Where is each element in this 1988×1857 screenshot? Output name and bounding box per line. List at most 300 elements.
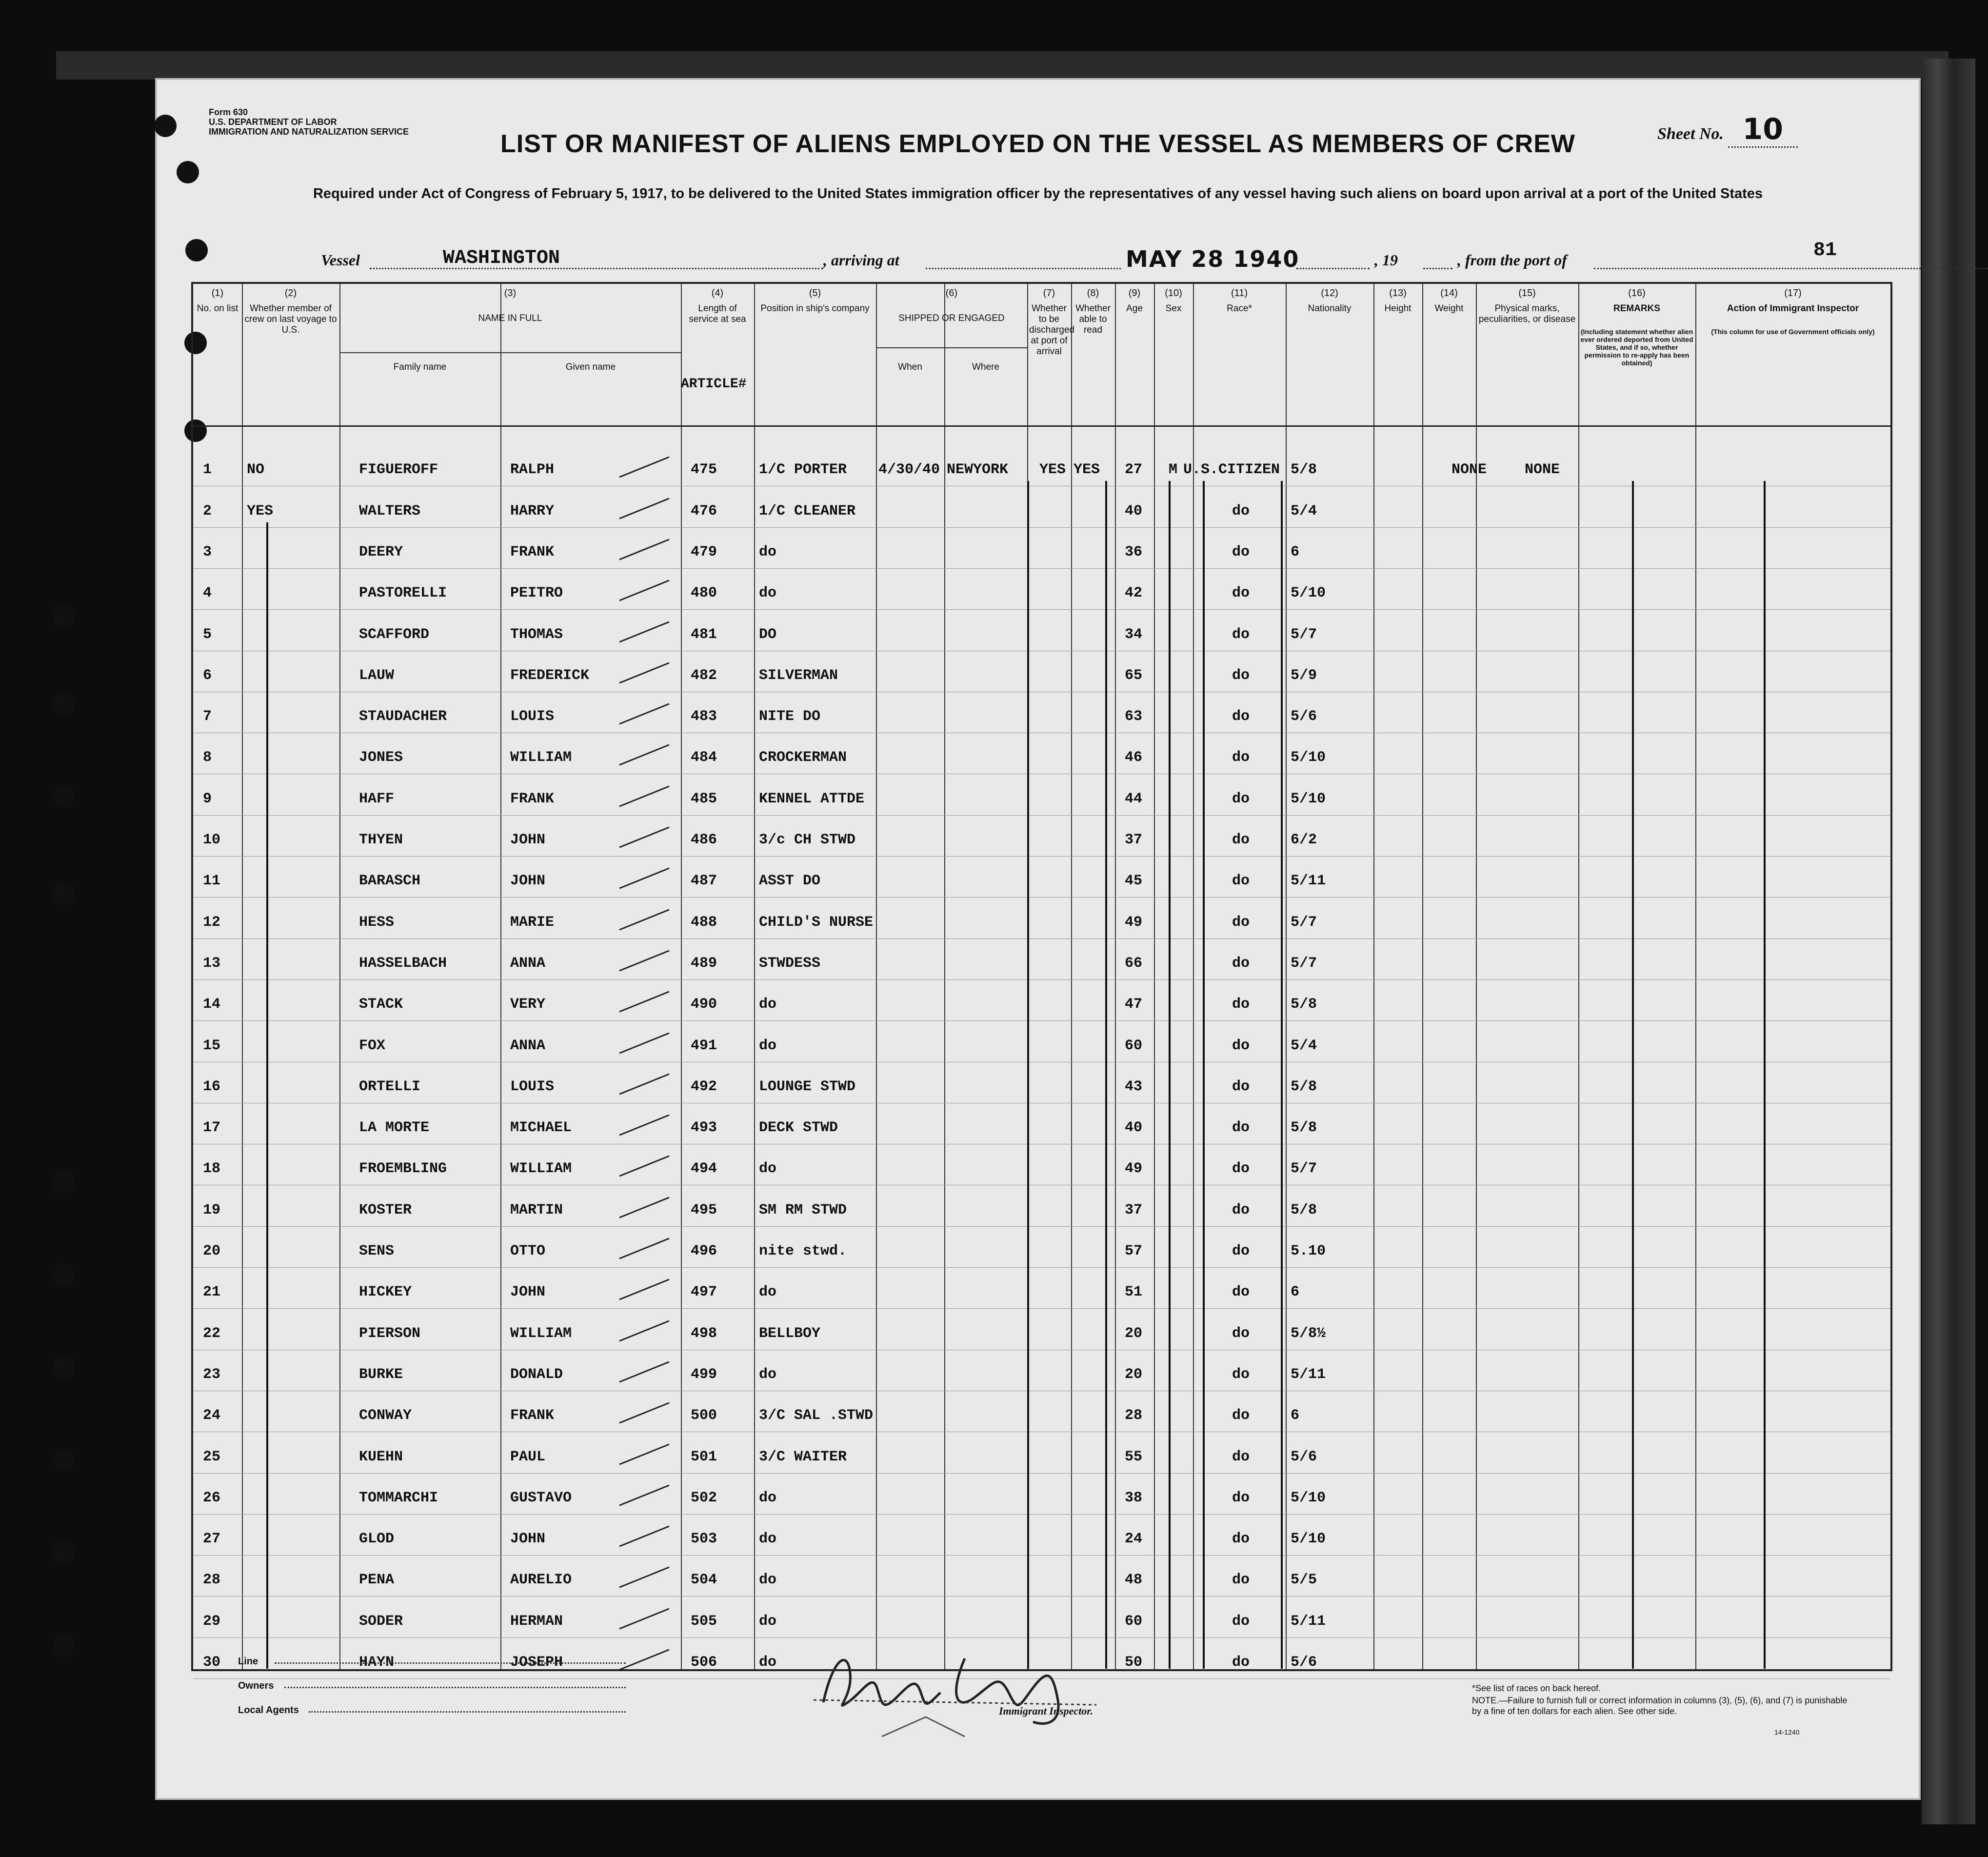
owners-label: Owners	[238, 1680, 274, 1691]
column-subheader: Where	[972, 362, 999, 372]
cell-family: SCAFFORD	[359, 626, 430, 643]
cell-position: do	[759, 1654, 777, 1671]
row-divider	[193, 1555, 1890, 1556]
cell-position: BELLBOY	[759, 1325, 821, 1342]
punch-hole	[53, 1171, 75, 1193]
cell-service: 476	[691, 502, 717, 519]
cell-height: 5/10	[1291, 585, 1326, 602]
column-divider	[681, 284, 682, 1669]
cell-age: 27	[1125, 461, 1143, 479]
punch-hole	[177, 161, 199, 183]
column-header: Race*	[1227, 303, 1252, 314]
sheet-number-value: 10	[1728, 112, 1798, 148]
form-service: IMMIGRATION AND NATURALIZATION SERVICE	[209, 127, 409, 137]
cell-age: 20	[1125, 1325, 1143, 1342]
print-code: 14-1240	[1774, 1728, 1800, 1736]
column-header: Action of Immigrant Inspector	[1727, 303, 1859, 314]
ditto-line	[1764, 481, 1766, 1669]
cell-nationality: do	[1232, 1243, 1250, 1259]
line-label: Line	[238, 1656, 258, 1667]
cell-family: PASTORELLI	[359, 585, 447, 602]
cell-service: 484	[691, 749, 717, 766]
cell-n: 10	[203, 832, 221, 848]
cell-given: RALPH	[510, 461, 555, 479]
cell-service: 481	[691, 626, 717, 643]
tick-mark	[619, 457, 669, 478]
cell-position: SM RM STWD	[759, 1201, 847, 1218]
tick-mark	[619, 1443, 669, 1465]
ditto-line	[1281, 481, 1283, 1669]
cell-service: 494	[691, 1160, 717, 1178]
cell-n: 17	[203, 1119, 221, 1137]
cell-service: 479	[691, 543, 717, 560]
cell-given: HERMAN	[510, 1613, 563, 1630]
column-number: (17)	[1784, 288, 1802, 299]
cell-given: VERY	[510, 996, 546, 1013]
punch-hole	[53, 883, 75, 905]
cell-nationality: do	[1232, 1531, 1250, 1548]
row-divider	[193, 938, 1890, 939]
cell-position: 1/C CLEANER	[759, 502, 856, 519]
tick-mark	[619, 703, 669, 725]
cell-height: 6/2	[1291, 832, 1317, 848]
column-number: (14)	[1440, 288, 1458, 299]
ditto-line	[1105, 481, 1107, 1669]
cell-nationality: do	[1232, 667, 1250, 684]
cell-position: do	[759, 1613, 777, 1630]
cell-nationality: do	[1232, 1654, 1250, 1671]
subheader-divider	[339, 352, 681, 353]
cell-service: 497	[691, 1284, 717, 1301]
cell-n: 24	[203, 1407, 221, 1424]
cell-height: 6	[1291, 1407, 1300, 1424]
cell-age: 42	[1125, 585, 1143, 602]
cell-family: HESS	[359, 914, 395, 931]
cell-position: DO	[759, 626, 777, 643]
column-number: (9)	[1128, 288, 1141, 299]
cell-discharged: YES	[1039, 461, 1066, 479]
cell-given: JOHN	[510, 873, 546, 890]
cell-n: 3	[203, 543, 212, 560]
column-divider	[1476, 284, 1477, 1669]
column-number: (13)	[1389, 288, 1407, 299]
cell-age: 50	[1125, 1654, 1143, 1671]
column-header: Height	[1384, 303, 1411, 314]
tick-mark	[619, 1156, 669, 1177]
tick-mark	[619, 744, 669, 766]
ditto-line	[1027, 481, 1029, 1669]
cell-service: 487	[691, 873, 717, 890]
column-divider	[1193, 284, 1194, 1669]
cell-nationality: do	[1232, 543, 1250, 560]
cell-n: 9	[203, 790, 212, 807]
cell-service: 502	[691, 1489, 717, 1506]
cell-given: THOMAS	[510, 626, 563, 643]
row-divider	[193, 1473, 1890, 1474]
cell-height: 5/8	[1291, 1201, 1317, 1218]
cell-nationality: U.S.CITIZEN	[1183, 461, 1280, 479]
column-divider	[242, 284, 243, 1669]
cell-n: 4	[203, 585, 212, 602]
cell-given: WILLIAM	[510, 749, 572, 766]
cell-height: 5/11	[1291, 873, 1326, 890]
punch-hole	[53, 1263, 75, 1286]
cell-family: GLOD	[359, 1531, 395, 1548]
column-header: Nationality	[1308, 303, 1352, 314]
cell-age: 43	[1125, 1078, 1143, 1095]
column-header: Length of service at sea	[689, 303, 746, 324]
cell-nationality: do	[1232, 1284, 1250, 1301]
tick-mark	[619, 1526, 669, 1547]
cell-marks: NONE	[1451, 461, 1487, 479]
cell-position: 1/C PORTER	[759, 461, 847, 479]
cell-service: 505	[691, 1613, 717, 1630]
cell-height: 5/7	[1291, 626, 1317, 643]
cell-age: 65	[1125, 667, 1143, 684]
cell-position: STWDESS	[759, 955, 821, 972]
page-title: LIST OR MANIFEST OF ALIENS EMPLOYED ON THE VESSEL AS MEMBERS OF CREW	[500, 130, 1575, 158]
cell-service: 504	[691, 1572, 717, 1589]
cell-n: 22	[203, 1325, 221, 1342]
cell-family: STACK	[359, 996, 403, 1013]
cell-age: 28	[1125, 1407, 1143, 1424]
row-divider	[193, 1514, 1890, 1515]
column-header: Sex	[1165, 303, 1182, 314]
scan-right-edge	[1922, 59, 1975, 1824]
column-number: (6)	[945, 288, 958, 299]
column-subheader: Given name	[565, 362, 616, 372]
tick-mark	[619, 785, 669, 807]
row-divider	[193, 979, 1890, 980]
cell-nationality: do	[1232, 914, 1250, 931]
sheet-number-label: Sheet No.	[1657, 125, 1724, 143]
column-header: Whether able to read	[1075, 303, 1111, 335]
arriving-line	[926, 267, 1121, 269]
column-header: Whether to be discharged at port of arrival	[1029, 303, 1074, 357]
cell-family: BURKE	[359, 1366, 403, 1383]
column-divider	[1154, 284, 1155, 1669]
cell-position: do	[759, 1284, 777, 1301]
cell-height: 5/10	[1291, 1531, 1326, 1548]
column-header: Whether member of crew on last voyage to U.S.	[244, 303, 337, 335]
column-header: SHIPPED OR ENGAGED	[898, 313, 1005, 323]
column-header: Age	[1126, 303, 1143, 314]
cell-given: LOUIS	[510, 1078, 555, 1095]
cell-height: 5/8	[1291, 1078, 1317, 1095]
cell-age: 24	[1125, 1531, 1143, 1548]
column-number: (5)	[809, 288, 821, 299]
cell-prev: YES	[247, 502, 274, 519]
cell-nationality: do	[1232, 873, 1250, 890]
cell-family: SODER	[359, 1613, 403, 1630]
column-divider	[339, 284, 340, 1669]
cell-age: 45	[1125, 873, 1143, 890]
cell-family: KOSTER	[359, 1201, 412, 1218]
cell-given: JOSEPH	[510, 1654, 563, 1671]
cell-age: 44	[1125, 790, 1143, 807]
cell-height: 5/8	[1291, 461, 1317, 479]
tick-mark	[619, 1484, 669, 1506]
local-agents-field	[309, 1711, 626, 1713]
row-divider	[193, 856, 1890, 857]
cell-height: 5/9	[1291, 667, 1317, 684]
cell-given: ANNA	[510, 1037, 546, 1054]
arriving-label: , arriving at	[823, 251, 899, 269]
cell-age: 57	[1125, 1243, 1143, 1259]
cell-height: 5/7	[1291, 955, 1317, 972]
cell-family: HASSELBACH	[359, 955, 447, 972]
cell-position: do	[759, 543, 777, 560]
cell-n: 11	[203, 873, 221, 890]
cell-given: JOHN	[510, 832, 546, 848]
cell-n: 12	[203, 914, 221, 931]
tick-mark	[619, 580, 669, 601]
tick-mark	[619, 1361, 669, 1382]
cell-age: 46	[1125, 749, 1143, 766]
row-divider	[193, 527, 1890, 528]
cell-height: 5.10	[1291, 1243, 1326, 1259]
from-port-line	[1594, 267, 1988, 269]
cell-n: 6	[203, 667, 212, 684]
column-divider	[1071, 284, 1072, 1669]
cell-n: 26	[203, 1489, 221, 1506]
cell-height: 5/10	[1291, 749, 1326, 766]
cell-age: 38	[1125, 1489, 1143, 1506]
ditto-line	[1169, 481, 1171, 1669]
column-number: (2)	[284, 288, 297, 299]
cell-n: 7	[203, 708, 212, 725]
cell-age: 37	[1125, 832, 1143, 848]
column-header: Physical marks, peculiarities, or disease	[1478, 303, 1576, 324]
cell-nationality: do	[1232, 1325, 1250, 1342]
cell-n: 2	[203, 502, 212, 519]
cell-given: MICHAEL	[510, 1119, 572, 1137]
cell-height: 5/10	[1291, 1489, 1326, 1506]
column-divider	[1115, 284, 1116, 1669]
tick-mark	[619, 1032, 669, 1054]
tick-mark	[619, 498, 669, 519]
date-stamp: MAY 28 1940	[1126, 246, 1300, 272]
cell-service: 501	[691, 1448, 717, 1465]
cell-nationality: do	[1232, 1160, 1250, 1178]
tick-mark	[619, 1073, 669, 1095]
cell-position: do	[759, 1489, 777, 1506]
cell-family: SENS	[359, 1243, 395, 1259]
cell-nationality: do	[1232, 626, 1250, 643]
cell-sex: M	[1169, 461, 1178, 479]
punch-hole	[53, 785, 75, 808]
cell-given: JOHN	[510, 1531, 546, 1548]
cell-family: FOX	[359, 1037, 386, 1054]
column-header: REMARKS	[1613, 303, 1661, 314]
cell-nationality: do	[1232, 502, 1250, 519]
tick-mark	[619, 1115, 669, 1136]
article-label: ARTICLE#	[681, 377, 747, 392]
cell-age: 48	[1125, 1572, 1143, 1589]
cell-age: 49	[1125, 914, 1143, 931]
cell-n: 21	[203, 1284, 221, 1301]
cell-remarks: NONE	[1525, 461, 1560, 479]
row-divider	[193, 1308, 1890, 1309]
cell-position: SILVERMAN	[759, 667, 838, 684]
column-header: Weight	[1434, 303, 1464, 314]
cell-given: HARRY	[510, 502, 555, 519]
cell-service: 500	[691, 1407, 717, 1424]
cell-nationality: do	[1232, 1201, 1250, 1218]
row-divider	[193, 568, 1890, 569]
cell-n: 30	[203, 1654, 221, 1671]
cell-position: CHILD'S NURSE	[759, 914, 874, 931]
punch-hole	[53, 605, 75, 627]
cell-service: 498	[691, 1325, 717, 1342]
form-number: Form 630	[209, 107, 248, 117]
cell-family: LA MORTE	[359, 1119, 430, 1137]
date-line	[1296, 267, 1370, 269]
cell-family: HICKEY	[359, 1284, 412, 1301]
cell-family: JONES	[359, 749, 403, 766]
column-number: (1)	[211, 288, 224, 299]
cell-position: 3/C SAL .STWD	[759, 1407, 874, 1424]
cell-nationality: do	[1232, 955, 1250, 972]
cell-position: KENNEL ATTDE	[759, 790, 865, 807]
tick-mark	[619, 909, 669, 930]
cell-n: 25	[203, 1448, 221, 1465]
vessel-name: WASHINGTON	[443, 247, 560, 269]
cell-family: HAYN	[359, 1654, 395, 1671]
cell-height: 5/7	[1291, 914, 1317, 931]
cell-service: 496	[691, 1243, 717, 1259]
cell-n: 20	[203, 1243, 221, 1259]
cell-n: 8	[203, 749, 212, 766]
cell-height: 5/8	[1291, 1119, 1317, 1137]
cell-height: 5/6	[1291, 1654, 1317, 1671]
cell-given: PAUL	[510, 1448, 546, 1465]
cell-where: NEWYORK	[947, 461, 1009, 479]
ditto-line	[1632, 481, 1634, 1669]
cell-position: DECK STWD	[759, 1119, 838, 1137]
cell-given: OTTO	[510, 1243, 546, 1259]
inspector-label: Immigrant Inspector.	[999, 1705, 1093, 1717]
cell-position: NITE DO	[759, 708, 821, 725]
cell-nationality: do	[1232, 1407, 1250, 1424]
row-divider	[193, 609, 1890, 610]
column-number: (16)	[1628, 288, 1646, 299]
column-divider	[754, 284, 755, 1669]
cell-service: 485	[691, 790, 717, 807]
cell-height: 6	[1291, 543, 1300, 560]
column-divider	[500, 284, 501, 1669]
cell-age: 36	[1125, 543, 1143, 560]
owners-field	[284, 1687, 626, 1688]
cell-service: 495	[691, 1201, 717, 1218]
cell-read: YES	[1074, 461, 1100, 479]
cell-nationality: do	[1232, 832, 1250, 848]
cell-nationality: do	[1232, 749, 1250, 766]
cell-given: LOUIS	[510, 708, 555, 725]
cell-nationality: do	[1232, 1448, 1250, 1465]
cell-age: 55	[1125, 1448, 1143, 1465]
cell-n: 18	[203, 1160, 221, 1178]
row-divider	[193, 897, 1890, 898]
page-subtitle: Required under Act of Congress of February 5, 1917, to be delivered to the United States immigration officer by the representatives of any vessel having such aliens on board upon arrival at a port of the United States	[313, 186, 1763, 201]
cell-position: do	[759, 1160, 777, 1178]
cell-service: 499	[691, 1366, 717, 1383]
fine-note: NOTE.—Failure to furnish full or correct information in columns (3), (5), (6), and (7) is punishable by a fine of ten dollars for each alien. See other side.	[1472, 1696, 1848, 1716]
cell-nationality: do	[1232, 996, 1250, 1013]
tick-mark	[619, 1279, 669, 1300]
vessel-line	[321, 240, 1837, 273]
cell-height: 6	[1291, 1284, 1300, 1301]
cell-service: 491	[691, 1037, 717, 1054]
cell-given: MARIE	[510, 914, 555, 931]
cell-given: FRANK	[510, 543, 555, 560]
tick-mark	[619, 1197, 669, 1218]
cell-age: 66	[1125, 955, 1143, 972]
cell-given: JOHN	[510, 1284, 546, 1301]
inspector-signature	[804, 1629, 1106, 1746]
row-divider	[193, 1020, 1890, 1021]
tick-mark	[619, 662, 669, 683]
cell-given: AURELIO	[510, 1572, 572, 1589]
column-subheader: When	[898, 362, 922, 372]
cell-position: do	[759, 1531, 777, 1548]
cell-height: 5/11	[1291, 1613, 1326, 1630]
cell-n: 16	[203, 1078, 221, 1095]
cell-nationality: do	[1232, 1489, 1250, 1506]
tick-mark	[619, 868, 669, 889]
cell-service: 488	[691, 914, 717, 931]
cell-service: 482	[691, 667, 717, 684]
cell-position: ASST DO	[759, 873, 821, 890]
year-line	[1423, 267, 1452, 269]
cell-given: FREDERICK	[510, 667, 590, 684]
cell-height: 5/11	[1291, 1366, 1326, 1383]
row-divider	[193, 1226, 1890, 1227]
cell-family: DEERY	[359, 543, 403, 560]
race-note: *See list of races on back hereof.	[1472, 1683, 1601, 1693]
column-divider	[944, 284, 945, 1669]
cell-service: 503	[691, 1531, 717, 1548]
column-number: (7)	[1043, 288, 1055, 299]
manifest-sheet	[155, 78, 1921, 1800]
cell-service: 483	[691, 708, 717, 725]
cell-prev: NO	[247, 461, 265, 479]
cell-given: PEITRO	[510, 585, 563, 602]
cell-nationality: do	[1232, 790, 1250, 807]
vessel-label: Vessel	[321, 251, 360, 269]
tick-mark	[619, 1567, 669, 1588]
tick-mark	[619, 621, 669, 642]
column-divider	[1286, 284, 1287, 1669]
line-field	[275, 1662, 626, 1664]
from-port-label: , from the port of	[1457, 251, 1567, 269]
column-number: (12)	[1321, 288, 1338, 299]
cell-family: STAUDACHER	[359, 708, 447, 725]
cell-given: GUSTAVO	[510, 1489, 572, 1506]
cell-position: do	[759, 585, 777, 602]
column-divider	[1422, 284, 1423, 1669]
cell-height: 5/8	[1291, 996, 1317, 1013]
cell-given: FRANK	[510, 1407, 555, 1424]
cell-position: LOUNGE STWD	[759, 1078, 856, 1095]
cell-given: FRANK	[510, 790, 555, 807]
cell-age: 47	[1125, 996, 1143, 1013]
cell-n: 27	[203, 1531, 221, 1548]
cell-height: 5/8½	[1291, 1325, 1326, 1342]
cell-position: nite stwd.	[759, 1243, 847, 1259]
cell-age: 20	[1125, 1366, 1143, 1383]
cell-age: 40	[1125, 1119, 1143, 1137]
